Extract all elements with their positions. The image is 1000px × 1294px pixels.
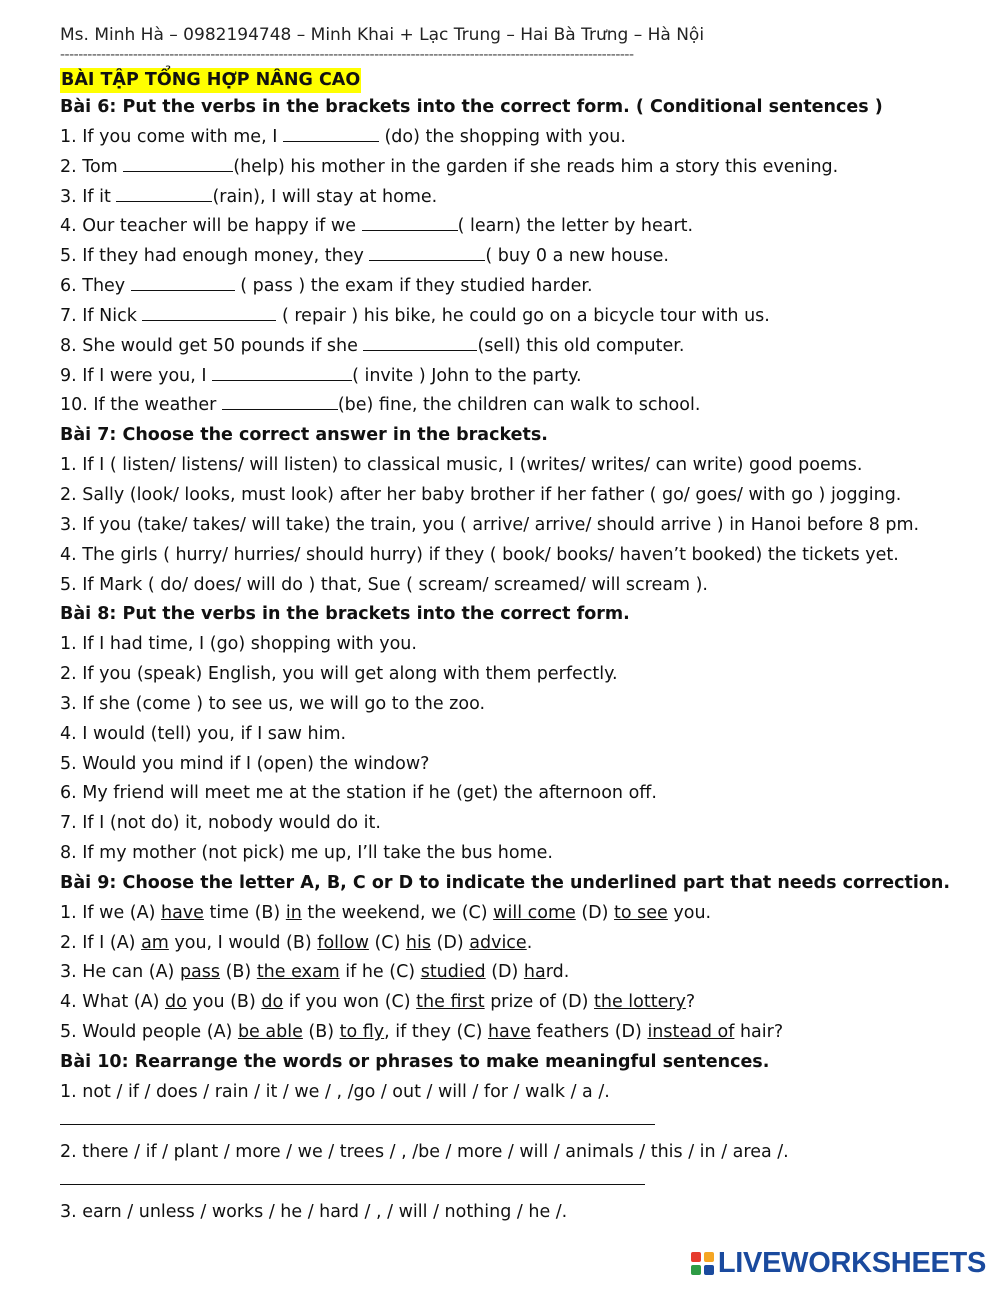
bai10-heading: Bài 10: Rearrange the words or phrases to make meaningful sentences. [60,1052,770,1072]
bai6-question-5: 5. If they had enough money, they ( buy 0 a new house. [60,242,960,272]
bai6-question-7: 7. If Nick ( repair ) his bike, he could go on a bicycle tour with us. [60,302,960,332]
logo-square [704,1252,714,1262]
bai8-question-3: 3. If she (come ) to see us, we will go to the zoo. [60,693,486,714]
logo-squares-icon [691,1252,714,1275]
bai9-question-4: 4. What (A) do you (B) do if you won (C) the first prize of (D) the lottery? [60,992,696,1013]
answer-blank[interactable] [283,123,379,142]
answer-blank[interactable] [116,183,212,202]
bai7-question-1: 1. If I ( listen/ listens/ will listen) to classical music, I (writes/ writes/ can write) good poems. [60,455,863,476]
liveworksheets-logo [691,1247,986,1280]
answer-blank[interactable] [142,302,276,321]
section-bai9 [60,869,960,1048]
bai6-question-2: 2. Tom (help) his mother in the garden if she reads him a story this evening. [60,153,960,183]
section-bai10 [60,1048,960,1227]
answer-line[interactable] [60,1108,655,1125]
logo-square [691,1252,701,1262]
bai6-question-6: 6. They ( pass ) the exam if they studied harder. [60,272,960,302]
worksheet-page [60,22,960,1227]
bai7-question-3: 3. If you (take/ takes/ will take) the train, you ( arrive/ arrive/ should arrive ) in Hanoi before 8 pm. [60,514,920,535]
bai6-question-4: 4. Our teacher will be happy if we ( learn) the letter by heart. [60,212,960,242]
bai9-question-5: 5. Would people (A) be able (B) to fly, if they (C) have feathers (D) instead of hair? [60,1022,784,1043]
bai6-question-1: 1. If you come with me, I (do) the shopping with you. [60,123,960,153]
header-divider: ------------------------------------------------------------------------------------------------------------------------------ [60,48,634,62]
answer-blank[interactable] [212,362,352,381]
bai8-question-5: 5. Would you mind if I (open) the window? [60,753,430,774]
bai8-question-2: 2. If you (speak) English, you will get along with them perfectly. [60,664,618,685]
bai6-question-10: 10. If the weather (be) fine, the children can walk to school. [60,391,960,421]
worksheet-title: BÀI TẬP TỔNG HỢP NÂNG CAO [60,68,361,93]
answer-blank[interactable] [222,391,338,410]
answer-line[interactable] [60,1168,645,1185]
bai10-question-3: 3. earn / unless / works / he / hard / , / will / nothing / he /. [60,1201,568,1222]
answer-blank[interactable] [363,332,477,351]
answer-blank[interactable] [131,272,235,291]
bai9-question-1: 1. If we (A) have time (B) in the weekend, we (C) will come (D) to see you. [60,902,712,923]
bai8-question-6: 6. My friend will meet me at the station if he (get) the afternoon off. [60,783,657,804]
section-bai6 [60,93,960,421]
bai7-question-4: 4. The girls ( hurry/ hurries/ should hurry) if they ( book/ books/ haven’t booked) the tickets yet. [60,544,899,565]
bai6-question-8: 8. She would get 50 pounds if she (sell) this old computer. [60,332,960,362]
answer-blank[interactable] [362,212,458,231]
bai9-heading: Bài 9: Choose the letter A, B, C or D to indicate the underlined part that needs correction. [60,872,950,893]
bai10-question-2: 2. there / if / plant / more / we / trees / , /be / more / will / animals / this / in / area /. [60,1141,789,1162]
bai6-heading: Bài 6: Put the verbs in the brackets into the correct form. ( Conditional sentences ) [60,97,883,117]
bai10-question-1: 1. not / if / does / rain / it / we / , /go / out / will / for / walk / a /. [60,1081,610,1102]
bai6-question-9: 9. If I were you, I ( invite ) John to the party. [60,362,960,392]
section-bai7 [60,421,960,600]
bai8-heading: Bài 8: Put the verbs in the brackets into the correct form. [60,604,630,625]
contact-header: Ms. Minh Hà – 0982194748 – Minh Khai + Lạc Trung – Hai Bà Trưng – Hà Nội [60,25,705,45]
bai7-heading: Bài 7: Choose the correct answer in the brackets. [60,425,548,446]
bai8-question-7: 7. If I (not do) it, nobody would do it. [60,813,381,834]
bai6-question-3: 3. If it (rain), I will stay at home. [60,183,960,213]
bai9-question-2: 2. If I (A) am you, I would (B) follow (C) his (D) advice. [60,932,533,953]
section-bai8 [60,600,960,869]
answer-blank[interactable] [123,153,233,172]
bai8-question-4: 4. I would (tell) you, if I saw him. [60,723,347,744]
bai9-question-3: 3. He can (A) pass (B) the exam if he (C) studied (D) hard. [60,962,570,983]
logo-square [691,1265,701,1275]
bai8-question-1: 1. If I had time, I (go) shopping with you. [60,634,417,655]
bai7-question-5: 5. If Mark ( do/ does/ will do ) that, Sue ( scream/ screamed/ will scream ). [60,574,708,595]
bai8-question-8: 8. If my mother (not pick) me up, I’ll take the bus home. [60,843,553,864]
logo-text: LIVEWORKSHEETS [717,1247,986,1279]
logo-square [704,1265,714,1275]
answer-blank[interactable] [369,242,485,261]
bai7-question-2: 2. Sally (look/ looks, must look) after her baby brother if her father ( go/ goes/ with go ) jogging. [60,484,902,505]
